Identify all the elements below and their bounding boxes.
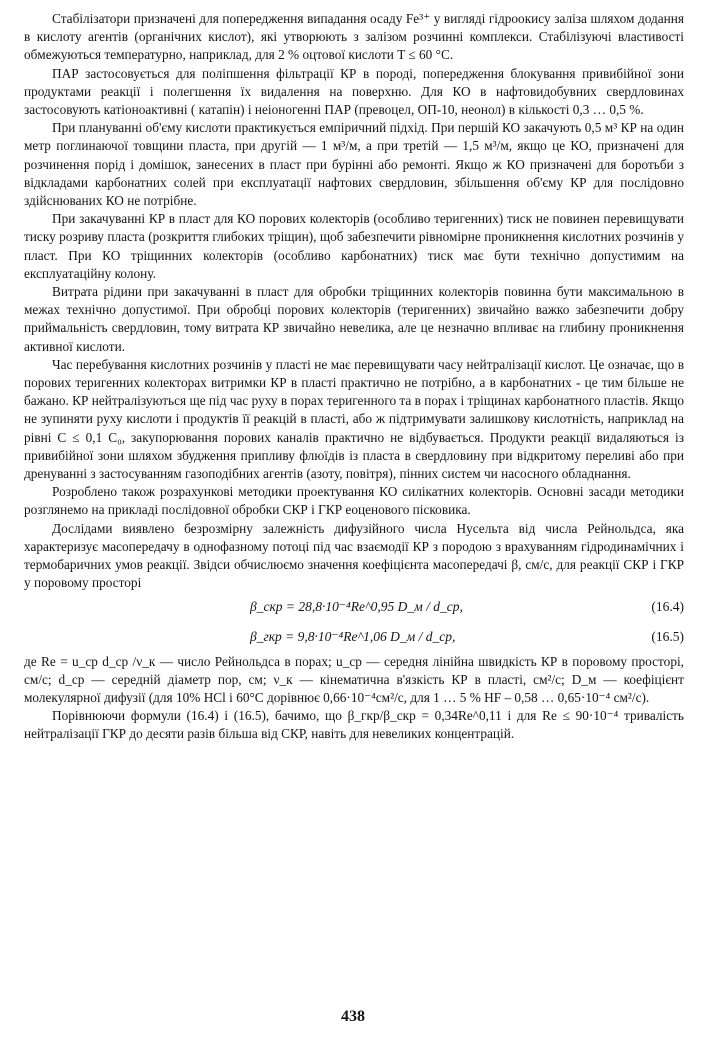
paragraph-comparison: Порівнюючи формули (16.4) і (16.5), бачимо, що β_гкр/β_скр = 0,34Re^0,11 і для Re ≤ 90·10⁻⁴ тривалість нейтралізації ГКР до десяти разів більша від СКР, навіть для невеликих концентрацій.	[24, 708, 684, 742]
paragraph-surfactants: ПАР застосовується для поліпшення фільтрації КР в породі, попередження блокування привибійної зони продуктами реакції і полегшення їх видалення на поверхню. Для КО в нафтовидобувних свердловинах застосовують катіоноактивні ( катапін) і неіоногенні ПАР (превоцел, ОП-10, неонол) в кількості 0,3 … 0,5 %.	[24, 65, 684, 118]
formula-number: (16.4)	[651, 598, 684, 614]
paragraph-stabilizers: Стабілізатори призначені для попередження випадання осаду Fe³⁺ у вигляді гідроокису заліза шляхом додання в кислоту агентів (органічних кислот), які утворюють з залізом розчинні комплекси. Стабілізуючі властивості обмежуються температурно, наприклад, для 2 % оцтової кислоти T ≤ 60 °С.	[24, 11, 684, 63]
paragraph-fluid-rate: Витрата рідини при закачуванні в пласт для обробки тріщинних колекторів повинна бути максимальною в межах технічно допустимої. При обробці порових колекторів (теригенних) звичайно важко забезпечити добру приймальність свердловин, тому витрата КР звичайно невелика, але це незначно впливає на глибину проникнення активної кислоти.	[24, 284, 684, 354]
paragraph-acid-volume: При плануванні об'єму кислоти практикується емпіричний підхід. При першій КО закачують 0,5 м³ КР на один метр поглинаючої товщини пласта, при другій — 1 м³/м, а при третій — 1,5 м³/м, якщо це КО, призначені для розчинення порід і домішок, занесених в пласт при бурінні або ремонті. Якщо ж КО призначені для боротьби з відкладами карбонатних солей при експлуатації нафтових свердловин, збільшення об'єму КР для послідовно здійснюваних КО не потрібне.	[24, 120, 684, 209]
formula-16-4	[24, 593, 684, 623]
paragraph-silicate-methods: Розроблено також розрахункові методики проектування КО силікатних колекторів. Основні засади методики розглянемо на прикладі послідовної обробки СКР і ГКР еоценового пісковика.	[24, 484, 684, 518]
paragraph-injection-pressure: При закачуванні КР в пласт для КО порових колекторів (особливо теригенних) тиск не повинен перевищувати тиску розриву пласта (розкриття глибоких тріщин), щоб забезпечити рівномірне проникнення кислотних розчинів у пласт. При КО тріщинних колекторів (особливо карбонатних) тиск має бути технічно допустимим на експлуатаційну колону.	[24, 211, 684, 281]
formula-expression: β_гкр = 9,8·10⁻⁴Re^1,06 D_м / d_ср,	[250, 628, 456, 644]
formula-number: (16.5)	[651, 628, 684, 644]
paragraph-variable-definitions: де Re = u_ср d_ср /ν_к — число Рейнольдса в порах; u_ср — середня лінійна швидкість КР в поровому просторі, см/с; d_ср — середній діаметр пор, см; ν_к — кінематична в'язкість КР в пласті, см²/с; D_м — коефіцієнт молекулярної дифузії (для 10% HCl і 60°С дорівнює 0,66·10⁻⁴см²/с, для 1 … 5 % HF – 0,58 … 0,65·10⁻⁴ см²/с).	[24, 653, 684, 705]
page-number: 438	[341, 1008, 365, 1025]
formula-expression: β_скр = 28,8·10⁻⁴Re^0,95 D_м / d_ср,	[250, 598, 463, 614]
paragraph-residence-time: Час перебування кислотних розчинів у пласті не має перевищувати часу нейтралізації кислот. Це означає, що в порових теригенних колекторах витримки КР в пласті практично не потрібно, а в карбонатних - це тим більше не бажано. КР нейтралізуються ще під час руху в порах теригенного та в порах і тріщинах карбонатного пластів. Якщо не зупиняти руху кислоти і продуктів її реакцій в пласті, або ж підтримувати залишкову кислотність, наприклад на рівні C ≤ 0,1 C₀, закупорювання порових каналів практично не відбувається. Продукти реакції видаляються із привибійної зони шляхом збудження припливу флюїдів із пласта в свердловину при відкритому переливі або при дренуванні з застосуванням газоподібних агентів (азоту, повітря), пінних систем чи насосного обладнання.	[24, 356, 684, 482]
paragraph-mass-transfer: Дослідами виявлено безрозмірну залежність дифузійного числа Нусельта від числа Рейнольдса, яка характеризує масопередачу в однофазному потоці під час взаємодії КР з породою з врахуванням гідродинамічних і термобаричних умов реакції. Звідси обчислюємо значення коефіцієнта масопередачі β, см/с, для реакції СКР і ГКР у поровому просторі	[24, 520, 684, 591]
formula-16-5	[24, 623, 684, 653]
